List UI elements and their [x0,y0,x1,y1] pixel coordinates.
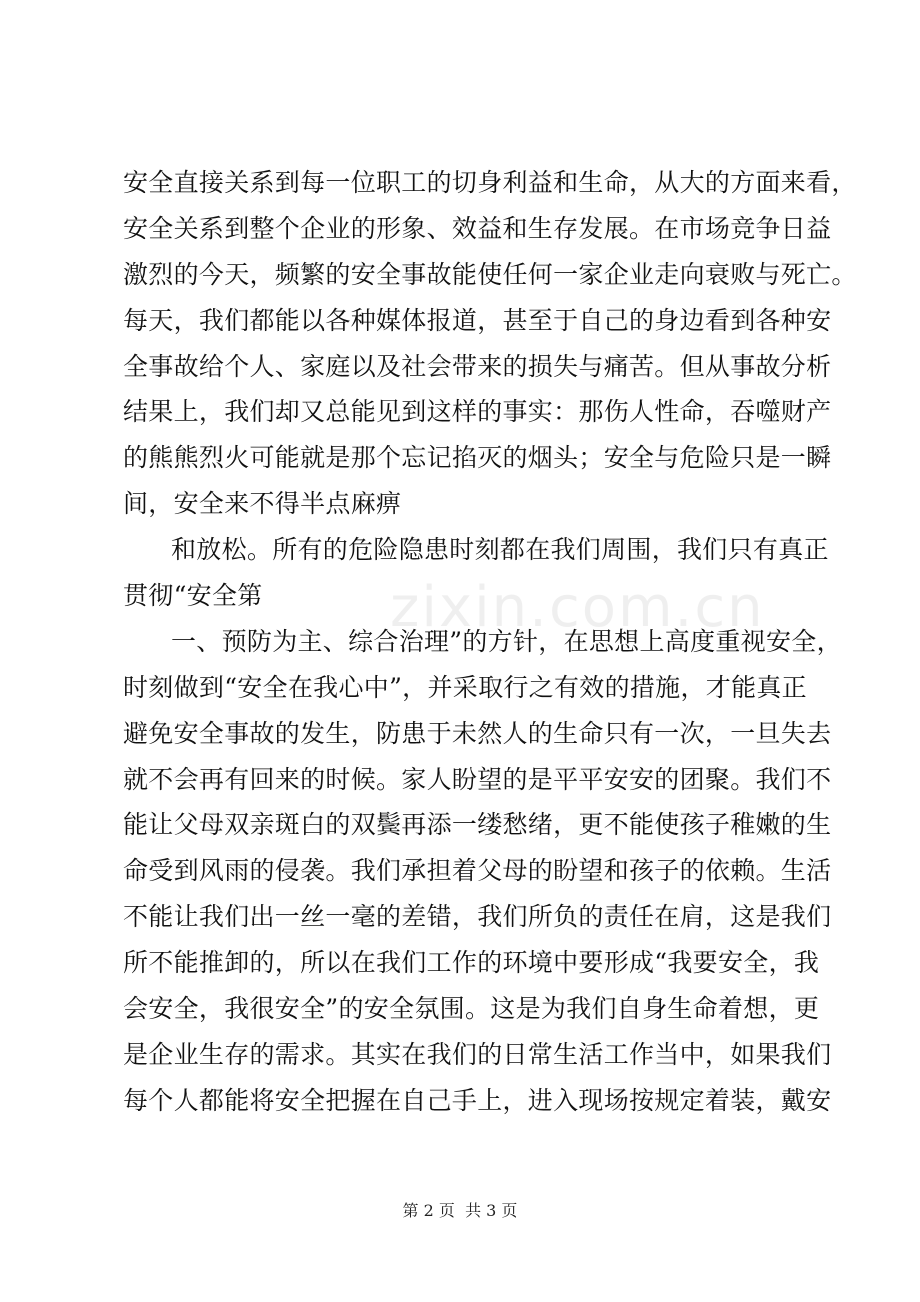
text-line: 安全直接关系到每一位职工的切身利益和生命，从大的方面来看， [123,168,857,197]
text-line: 激烈的今天，频繁的安全事故能使任何一家企业走向衰败与死亡。 [123,259,857,289]
text-line: 所不能推卸的，所以在我们工作的环境中要形成“我要安全，我 [123,948,820,978]
text-line: 不能让我们出一丝一毫的差错，我们所负的责任在肩，这是我们 [123,902,832,932]
document-body [123,160,857,1124]
text-line: 结果上，我们却又总能见到这样的事实：那伤人性命，吞噬财产 [123,397,832,427]
text-line: 避免安全事故的发生，防患于未然人的生命只有一次，一旦失去 [123,718,832,748]
text-line: 全事故给个人、家庭以及社会带来的损失与痛苦。但从事故分析 [123,351,832,381]
text-line: 是企业生存的需求。其实在我们的日常生活工作当中，如果我们 [123,1039,832,1069]
page-footer: 第 2 页 共 3 页 [402,1201,518,1220]
text-line: 就不会再有回来的时候。家人盼望的是平平安安的团聚。我们不 [123,764,832,794]
text-line: 安全关系到整个企业的形象、效益和生存发展。在市场竞争日益 [123,213,832,243]
text-line: 时刻做到“安全在我心中”，并采取行之有效的措施，才能真正 [123,672,807,702]
watermark: zixin.com.cn [390,575,765,640]
text-line: 一、预防为主、综合治理”的方针，在思想上高度重视安全， [171,626,842,656]
text-line: 会安全，我很安全”的安全氛围。这是为我们自身生命着想，更 [123,994,820,1024]
text-line: 能让父母双亲斑白的双鬓再添一缕愁绪，更不能使孩子稚嫩的生 [123,810,832,840]
text-line: 每天，我们都能以各种媒体报道，甚至于自己的身边看到各种安 [123,305,832,335]
text-line: 命受到风雨的侵袭。我们承担着父母的盼望和孩子的依赖。生活 [123,856,832,886]
text-line: 间，安全来不得半点麻痹 [123,489,402,519]
text-line: 贯彻“安全第 [123,581,263,611]
text-line: 的熊熊烈火可能就是那个忘记掐灭的烟头；安全与危险只是一瞬 [123,443,832,473]
text-line: 每个人都能将安全把握在自己手上，进入现场按规定着装，戴安 [123,1085,832,1115]
text-line: 和放松。所有的危险隐患时刻都在我们周围，我们只有真正 [171,535,829,565]
